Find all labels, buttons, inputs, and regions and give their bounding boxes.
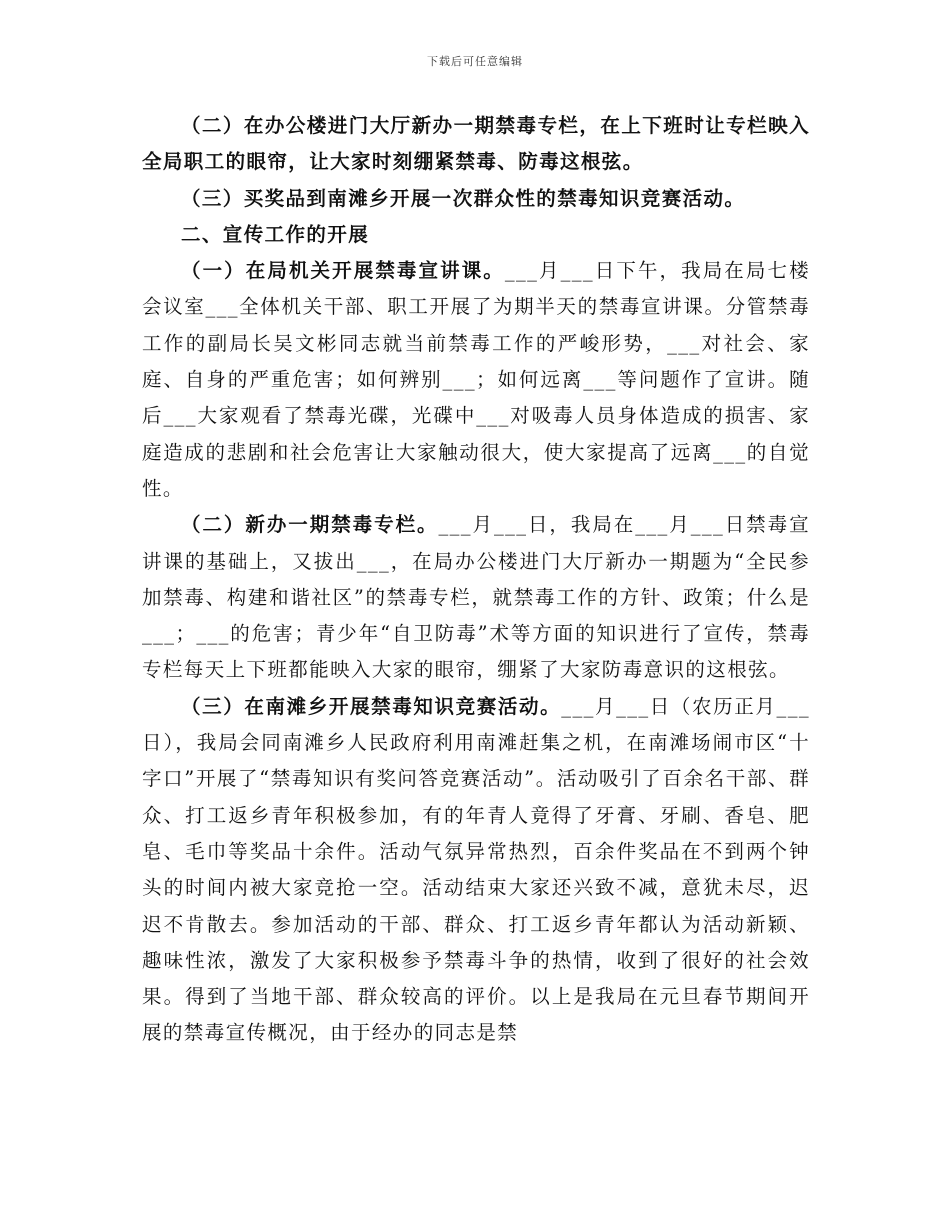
paragraph-text: ___月___日，我局在___月___日禁毒宣讲课的基础上，又拔出___，在局办公楼进门大厅新办一期题为“全民参加禁毒、构建和谐社区”的禁毒专栏，就禁毒工作的方针、政策；什么是___；___的危害；青少年“自卫防毒”术等方面的知识进行了宣传，禁毒专栏每天上下班都能映入大家的眼帘，绷紧了大家防毒意识的这根弦。: [142, 513, 810, 682]
paragraph-lead: （一）在局机关开展禁毒宣讲课。: [181, 259, 505, 283]
section-heading: [142, 217, 810, 253]
paragraph-text: ___月___日下午，我局在局七楼会议室___全体机关干部、职工开展了为期半天的禁毒宣讲课。分管禁毒工作的副局长吴文彬同志就当前禁毒工作的严峻形势，___对社会、家庭、自身的严重危害；如何辨别___；如何远离___等问题作了宣讲。随后___大家观看了禁毒光碟，光碟中___对吸毒人员身体造成的损害、家庭造成的悲剧和社会危害让大家触动很大，使大家提高了远离___的自觉性。: [142, 259, 810, 500]
document-body: [142, 108, 810, 1052]
page-header: 下载后可任意编辑: [427, 55, 523, 68]
paragraph-notice-board: [142, 507, 810, 688]
paragraph-text: （三）买奖品到南滩乡开展一次群众性的禁毒知识竞赛活动。: [181, 186, 746, 210]
paragraph-lead: （二）新办一期禁毒专栏。: [181, 513, 439, 537]
paragraph-text: （二）在办公楼进门大厅新办一期禁毒专栏，在上下班时让专栏映入全局职工的眼帘，让大家时刻绷紧禁毒、防毒这根弦。: [142, 114, 810, 174]
paragraph-text: ___月___日（农历正月___日），我局会同南滩乡人民政府利用南滩赶集之机，在南滩场闹市区“十字口”开展了“禁毒知识有奖问答竞赛活动”。活动吸引了百余名干部、群众、打工返乡青年积极参加，有的年青人竟得了牙膏、牙刷、香皂、肥皂、毛巾等奖品十余件。活动气氛异常热烈，百余件奖品在不到两个钟头的时间内被大家竞抢一空。活动结束大家还兴致不减，意犹未尽，迟迟不肯散去。参加活动的干部、群众、打工返乡青年都认为活动新颖、趣味性浓，激发了大家积极参予禁毒斗争的热情，收到了很好的社会效果。得到了当地干部、群众较高的评价。以上是我局在元旦春节期间开展的禁毒宣传概况，由于经办的同志是禁: [142, 694, 810, 1045]
paragraph-lecture: [142, 253, 810, 507]
heading-text: 二、宣传工作的开展: [181, 222, 370, 246]
paragraph-quiz-plan: [142, 181, 810, 217]
paragraph-quiz-event: [142, 689, 810, 1052]
paragraph-notice-board-plan: [142, 108, 810, 181]
paragraph-lead: （三）在南滩乡开展禁毒知识竞赛活动。: [181, 694, 562, 718]
